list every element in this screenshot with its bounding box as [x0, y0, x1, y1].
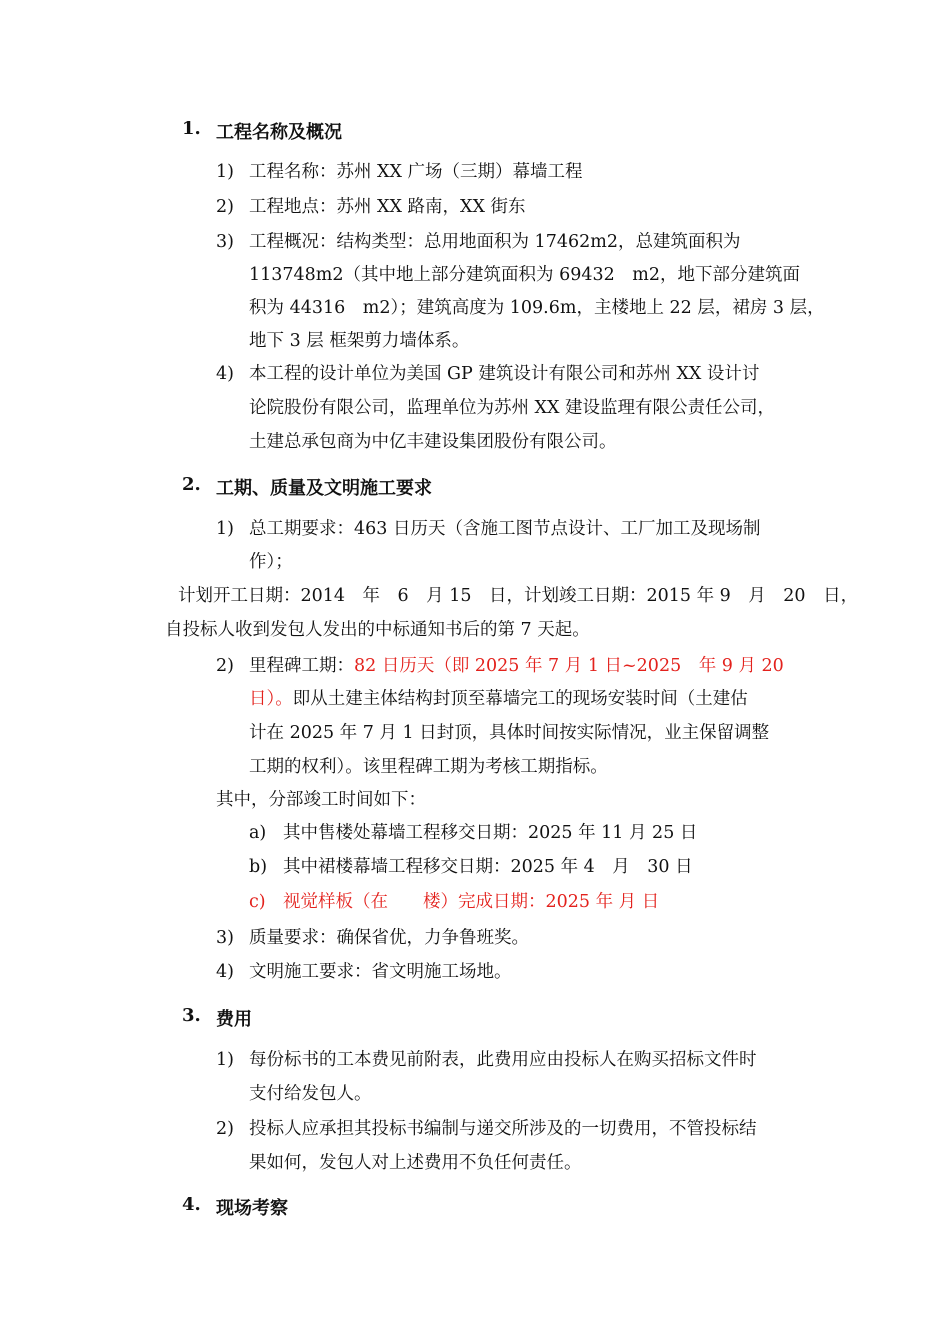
milestone-period-end-highlight: 日）。 — [249, 689, 293, 709]
list-item-text: 工期的权利）。该里程碑工期为考核工期指标。 — [249, 757, 608, 777]
paragraph-line: 其中，分部竣工时间如下： — [216, 790, 426, 810]
sublist-item-text: 其中售楼处幕墙工程移交日期：2025 年 11 月 25 日 — [283, 823, 698, 843]
section-number: 3. — [182, 1005, 201, 1026]
section-number: 4. — [182, 1194, 201, 1215]
milestone-label: 里程碑工期： — [249, 656, 354, 676]
list-item-text: 作）； — [249, 552, 293, 572]
sublist-item-text: 其中裙楼幕墙工程移交日期：2025 年 4 月 30 日 — [283, 857, 693, 877]
list-marker: 3) — [216, 928, 234, 948]
section-title: 工期、质量及文明施工要求 — [216, 478, 432, 499]
list-item-text: 土建总承包商为中亿丰建设集团股份有限公司。 — [249, 432, 617, 452]
list-item-text: 果如何，发包人对上述费用不负任何责任。 — [249, 1153, 582, 1173]
list-item-text: 地下 3 层 框架剪力墙体系。 — [249, 331, 470, 351]
list-item-text: 工程名称：苏州 XX 广场（三期）幕墙工程 — [249, 162, 583, 182]
list-item-text: 工程地点：苏州 XX 路南，XX 街东 — [249, 197, 526, 217]
list-item-text: 113748m2（其中地上部分建筑面积为 69432 m2，地下部分建筑面 — [249, 265, 800, 285]
list-marker: 2) — [216, 197, 234, 217]
list-item-text: 工程概况：结构类型：总用地面积为 17462m2，总建筑面积为 — [249, 232, 741, 252]
list-item-text: 总工期要求：463 日历天（含施工图节点设计、工厂加工及现场制 — [249, 519, 761, 539]
sublist-marker: b) — [249, 857, 268, 877]
list-item-text: 积为 44316 m2）；建筑高度为 109.6m，主楼地上 22 层，裙房 3 层， — [249, 298, 825, 318]
list-marker: 1) — [216, 519, 234, 539]
section-title: 费用 — [216, 1009, 252, 1030]
list-item-text — [249, 654, 784, 678]
list-marker: 2) — [216, 656, 234, 676]
list-marker: 3) — [216, 232, 234, 252]
list-item-text: 文明施工要求：省文明施工场地。 — [249, 962, 512, 982]
section-number: 2. — [182, 474, 201, 495]
paragraph-line: 计划开工日期：2014 年 6 月 15 日，计划竣工日期：2015 年 9 月 20 日， — [178, 586, 859, 606]
sublist-marker: c) — [249, 892, 266, 912]
list-item-text — [249, 687, 748, 711]
list-item-text: 投标人应承担其投标书编制与递交所涉及的一切费用，不管投标结 — [249, 1119, 757, 1139]
milestone-period-highlight: 82 日历天（即 2025 年 7 月 1 日~2025 年 9 月 20 — [354, 656, 784, 676]
section-title: 工程名称及概况 — [216, 122, 342, 143]
list-item-text: 计在 2025 年 7 月 1 日封顶，具体时间按实际情况，业主保留调整 — [249, 723, 770, 743]
list-marker: 4) — [216, 364, 234, 384]
list-item-text: 论院股份有限公司，监理单位为苏州 XX 建设监理有限公责任公司， — [249, 398, 776, 418]
sublist-marker: a) — [249, 823, 267, 843]
section-number: 1. — [182, 118, 201, 139]
list-item-text: 本工程的设计单位为美国 GP 建筑设计有限公司和苏州 XX 设计讨 — [249, 364, 760, 384]
list-marker: 4) — [216, 962, 234, 982]
paragraph-line: 自投标人收到发包人发出的中标通知书后的第 7 天起。 — [165, 620, 590, 640]
section-title: 现场考察 — [216, 1198, 288, 1219]
list-item-text: 质量要求：确保省优，力争鲁班奖。 — [249, 928, 529, 948]
list-marker: 1) — [216, 162, 234, 182]
milestone-desc: 即从土建主体结构封顶至幕墙完工的现场安装时间（土建估 — [292, 689, 748, 709]
list-marker: 2) — [216, 1119, 234, 1139]
list-item-text: 支付给发包人。 — [249, 1084, 372, 1104]
sublist-item-text: 视觉样板（在 楼）完成日期：2025 年 月 日 — [283, 892, 660, 912]
list-item-text: 每份标书的工本费见前附表，此费用应由投标人在购买招标文件时 — [249, 1050, 757, 1070]
list-marker: 1) — [216, 1050, 234, 1070]
